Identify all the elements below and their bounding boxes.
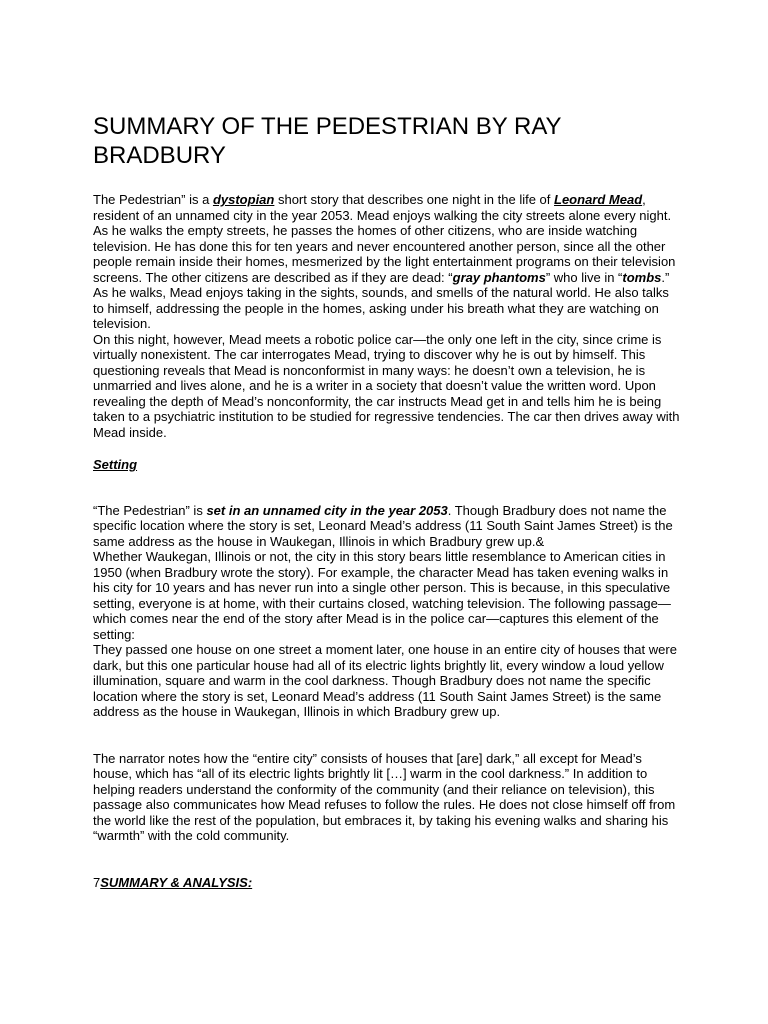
intro-text-4: ” who live in “ [545,269,623,285]
intro-text-2: short story that describes one night in the life of [274,192,555,207]
document-title: SUMMARY OF THE PEDESTRIAN BY RAY BRADBURY [93,113,562,169]
narrator-paragraph: The narrator notes how the “entire city” consists of houses that [are] dark,” all except for Mead’s house, which has “all of its electric lights brightly lit […] warm in the cool darkness.” In addition to helping readers understand the conformity of the community (and their reliance on television), this passage also communicates how Mead refuses to follow the rules. He does not close himself off from the world like the rest of the population, but embraces it, by taking his evening walks and sharing his “warmth” with the cold community. [93,750,676,843]
intro-text-5: .” As he walks, Mead enjoys taking in the sights, sounds, and smells of the natural world. He also talks to himself, addressing the people in the homes, asking under his breath what they are watching on television. [93,269,670,331]
tombs-term: tombs [622,269,662,285]
setting-text-2: . Though Bradbury does not name the specific location where the story is set, Leonard Mead’s address (11 South Saint James Street) is the same address as the house in Waukegan, Illinois in which Bradbury grew up.& [93,502,673,549]
setting-paragraph [93,503,683,550]
intro-paragraph [93,192,683,332]
intro-text-1: The Pedestrian” is a [93,192,213,207]
gray-phantoms-term: gray phantoms [452,269,546,285]
leonard-mead-term: Leonard Mead [554,192,643,207]
summary-analysis-label: SUMMARY & ANALYSIS: [100,874,253,890]
setting-bold-phrase: set in an unnamed city in the year 2053 [206,502,448,518]
summary-number: 7 [93,874,101,890]
passage-paragraph: They passed one house on one street a moment later, one house in an entire city of houses that were dark, but this one particular house had all of its electric lights brightly lit, every window a loud yellow illumination, square and warm in the cool darkness. Though Bradbury does not name the specific location where the story is set, Leonard Mead’s address (11 South Saint James Street) is the same address as the house in Waukegan, Illinois in which Bradbury grew up. [93,642,677,719]
police-car-paragraph: On this night, however, Mead meets a robotic police car—the only one left in the city, since crime is virtually nonexistent. The car interrogates Mead, trying to discover why he is out by himself. This questioning reveals that Mead is nonconformist in many ways: he doesn’t own a television, he is unmarried and lives alone, and he is a writer in a society that doesn’t value the written word. Upon revealing the depth of Mead’s nonconformity, the car instructs Mead get in and tells him he is being taken to a psychiatric institution to be studied for regressive tendencies. The car then drives away with Mead inside. [93,331,680,440]
dystopian-term: dystopian [212,192,275,207]
waukegan-paragraph: Whether Waukegan, Illinois or not, the city in this story bears little resemblance to American cities in 1950 (when Bradbury wrote the story). For example, the character Mead has taken evening walks in his city for 10 years and has never run into a single other person. This is because, in this speculative setting, everyone is at home, with their curtains closed, watching television. The following passage—which comes near the end of the story after Mead is in the police car—captures this element of the setting: [93,549,671,642]
setting-heading: Setting [93,457,138,472]
document-page [93,112,683,890]
setting-text-1: “The Pedestrian” is [93,502,207,518]
summary-analysis-heading [93,875,683,891]
intro-text-3: , resident of an unnamed city in the year 2053. Mead enjoys walking the city streets alone every night. As he walks the empty streets, he passes the homes of other citizens, who are inside watching television. He has done this for ten years and never encountered another person, since all the other people remain inside their homes, mesmerized by the light entertainment programs on their television screens. The other citizens are described as if they are dead: “ [93,192,676,285]
